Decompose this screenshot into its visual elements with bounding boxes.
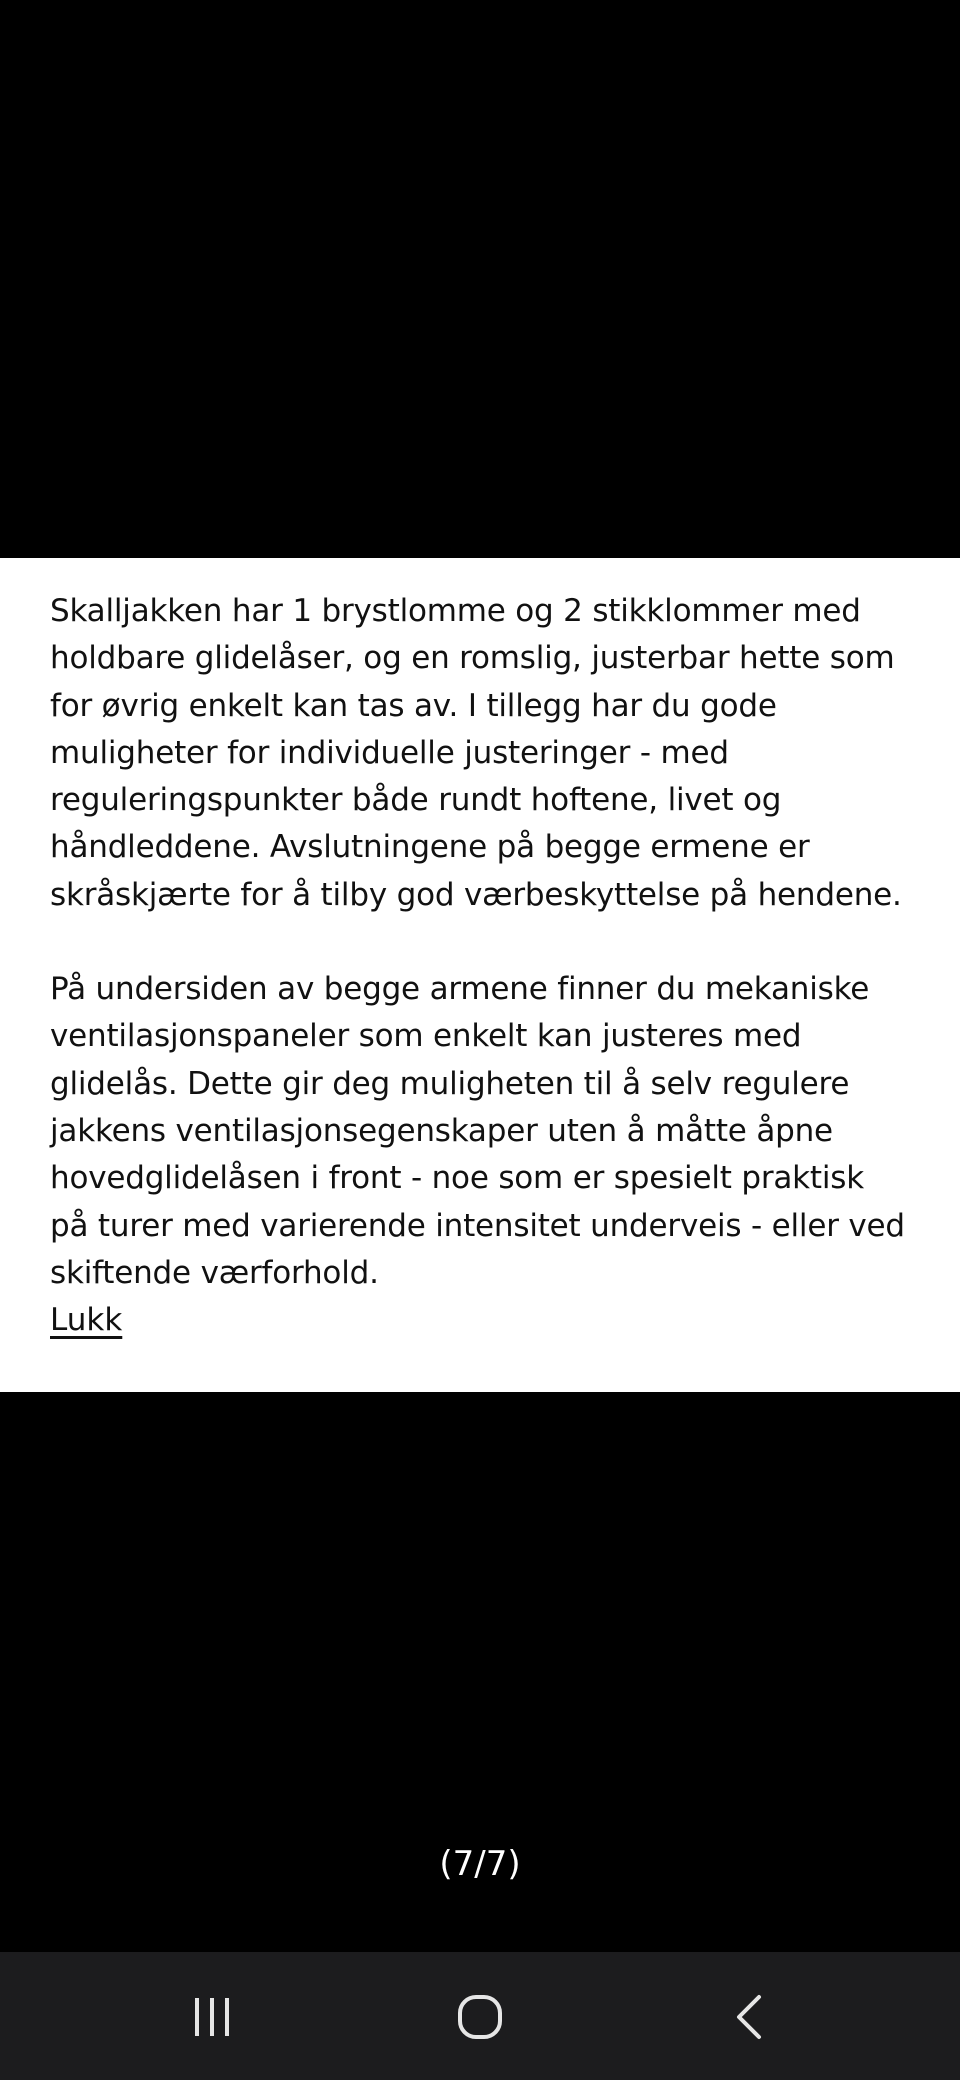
image-counter: (7/7) [439,1844,521,1884]
recent-apps-button[interactable] [152,1982,272,2052]
recent-apps-icon [187,1992,237,2042]
system-navigation-bar [0,1952,960,2080]
description-paragraph-1: Skalljakken har 1 brystlomme og 2 stikklommer med holdbare glidelåser, og en romslig, justerbar hette som for øvrig enkelt kan tas av. I tillegg har du gode muligheter for individuelle justeringer - med reguleringspunkter både rundt hoftene, livet og håndleddene. Avslutningene på begge ermene er skråskjærte for å tilby god værbeskyttelse på hendene. [50,593,902,913]
back-icon [725,1992,775,2042]
description-paragraph-2: På undersiden av begge armene finner du mekaniske ventilasjonspaneler som enkelt kan justeres med glidelås. Dette gir deg muligheten til å selv regulere jakkens ventilasjonsegenskaper uten å måtte åpne hovedglidelåsen i front - noe som er spesielt praktisk på turer med varierende intensitet underveis - eller ved skiftende værforhold. [50,971,905,1291]
description-panel [0,558,960,1392]
image-area-top [0,0,960,558]
back-button[interactable] [690,1982,810,2052]
home-button[interactable] [420,1982,540,2052]
home-icon [455,1992,505,2042]
close-link[interactable]: Lukk [50,1302,123,1339]
